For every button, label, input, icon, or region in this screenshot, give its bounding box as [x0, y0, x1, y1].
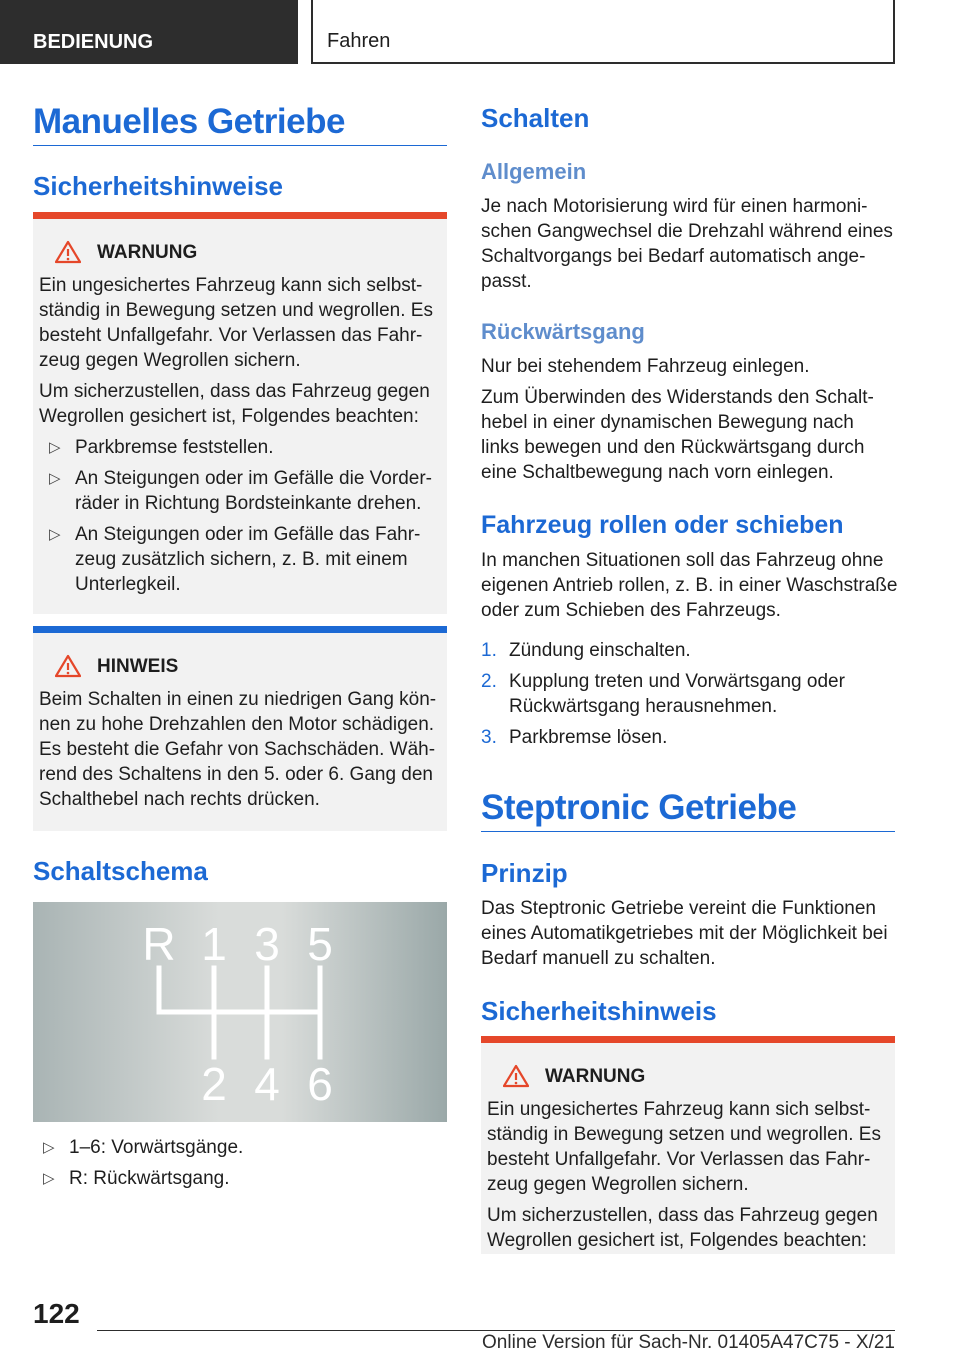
reverse-text: [481, 354, 895, 491]
roll-text: In manchen Situationen soll das Fahrzeug ohne eigenen Antrieb rollen, z. B. in einer Waschstraße oder zum Schieben des Fahrzeugs.: [481, 550, 898, 621]
warning-bar: [33, 212, 447, 219]
warning-header: [55, 239, 439, 265]
footer-rule: [97, 1330, 895, 1331]
list-item: 1. Zündung einschalten.: [481, 640, 691, 661]
roll-steps: [481, 638, 895, 756]
gear-label-2: 2: [201, 1058, 227, 1110]
principle-heading: Prinzip: [481, 858, 568, 888]
list-item: ▷ Parkbremse feststellen.: [39, 435, 439, 460]
list-item: 2. Kupplung treten und Vorwärtsgang oder Rückwärtsgang herausnehmen.: [481, 671, 845, 717]
warning-header: [503, 1063, 887, 1089]
warning-text-1: Ein ungesichertes Fahrzeug kann sich selbst-ständig in Bewegung setzen und wegrollen. Es besteht Unfallgefahr. Vor Verlassen das Fahr-zeug gegen Wegrollen sichern.: [487, 1099, 881, 1195]
gear-label-3: 3: [254, 918, 280, 970]
warning-triangle-icon: [503, 1064, 529, 1088]
hint-bar: [33, 626, 447, 633]
warning-text-1: Ein ungesichertes Fahrzeug kann sich selbst-ständig in Bewegung setzen und wegrollen. Es besteht Unfallgefahr. Vor Verlassen das Fahr-zeug gegen Wegrollen sichern.: [39, 275, 433, 371]
warning-label: WARNUNG: [545, 1065, 646, 1087]
general-heading: Allgemein: [481, 159, 587, 184]
hint-text: Beim Schalten in einen zu niedrigen Gang kön-nen zu hohe Drehzahlen den Motor schädigen. Es besteht die Gefahr von Sachschäden. Wäh-rend des Schaltens in den 5. oder 6. Gang den Schalthebel nach rechts drücken.: [39, 689, 437, 810]
hint-header: [55, 653, 439, 679]
gear-label-r: R: [142, 918, 176, 970]
gear-label-6: 6: [307, 1058, 333, 1110]
reverse-heading: Rückwärtsgang: [481, 319, 645, 344]
list-item: 3. Parkbremse lösen.: [481, 727, 668, 748]
title-rule: [33, 145, 447, 146]
shift-heading: Schalten: [481, 103, 590, 133]
warning-list: [39, 435, 439, 597]
general-text: Je nach Motorisierung wird für einen harmoni-schen Gangwechsel die Drehzahl während eines Schaltvorgangs bei Bedarf automatisch ange-passt.: [481, 196, 893, 292]
warning-triangle-icon: [55, 240, 81, 264]
reverse-text-2: Zum Überwinden des Widerstands den Schalt-hebel in einer dynamischen Bewegung nach links bewegen und den Rückwärtsgang durch eine Schaltbewegung nach vorn einlegen.: [481, 387, 874, 483]
list-item: ▷ An Steigungen oder im Gefälle das Fahr-zeug zusätzlich sichern, z. B. mit einem Unterlegkeil.: [39, 522, 439, 597]
section-tab: BEDIENUNG: [0, 0, 298, 64]
steptronic-rule: [481, 831, 895, 832]
reverse-text-1: Nur bei stehendem Fahrzeug einlegen.: [481, 356, 810, 377]
list-item: ▷ R: Rückwärtsgang.: [33, 1166, 447, 1191]
list-item: ▷ An Steigungen oder im Gefälle die Vorder-räder in Richtung Bordsteinkante drehen.: [39, 466, 439, 516]
steptronic-title: Steptronic Getriebe: [481, 788, 797, 827]
warning-box-right: [481, 1036, 895, 1254]
hint-label: HINWEIS: [97, 655, 179, 677]
warning-text-2: Um sicherzustellen, dass das Fahrzeug gegen Wegrollen gesichert ist, Folgendes beachten:: [487, 1205, 878, 1251]
warning-label: WARNUNG: [97, 241, 198, 263]
page-title: Manuelles Getriebe: [33, 102, 345, 141]
principle-text: Das Steptronic Getriebe vereint die Funktionen eines Automatikgetriebes mit der Möglichkeit bei Bedarf manuell zu schalten.: [481, 898, 888, 969]
schema-list: [33, 1135, 447, 1197]
warning-box: [33, 212, 447, 614]
hint-box: [33, 626, 447, 831]
gear-pattern-illustration: [33, 902, 447, 1122]
roll-heading: Fahrzeug rollen oder schieben: [481, 511, 844, 539]
gear-label-4: 4: [254, 1058, 280, 1110]
warning-bar: [481, 1036, 895, 1043]
footer-version: Online Version für Sach-Nr. 01405A47C75 - X/21: [482, 1332, 895, 1353]
list-item: ▷ 1–6: Vorwärtsgänge.: [33, 1135, 447, 1160]
safety-heading: Sicherheitshinweise: [33, 171, 283, 201]
chapter-title: Fahren: [311, 0, 895, 64]
gear-label-1: 1: [201, 918, 227, 970]
page-number: 122: [33, 1298, 80, 1329]
warning-text-2: Um sicherzustellen, dass das Fahrzeug gegen Wegrollen gesichert ist, Folgendes beachten:: [39, 381, 430, 427]
gear-label-5: 5: [307, 918, 333, 970]
hint-triangle-icon: [55, 654, 81, 678]
schema-heading: Schaltschema: [33, 856, 208, 886]
safety-heading-right: Sicherheitshinweis: [481, 996, 717, 1026]
gear-shift-diagram: [33, 902, 447, 1122]
